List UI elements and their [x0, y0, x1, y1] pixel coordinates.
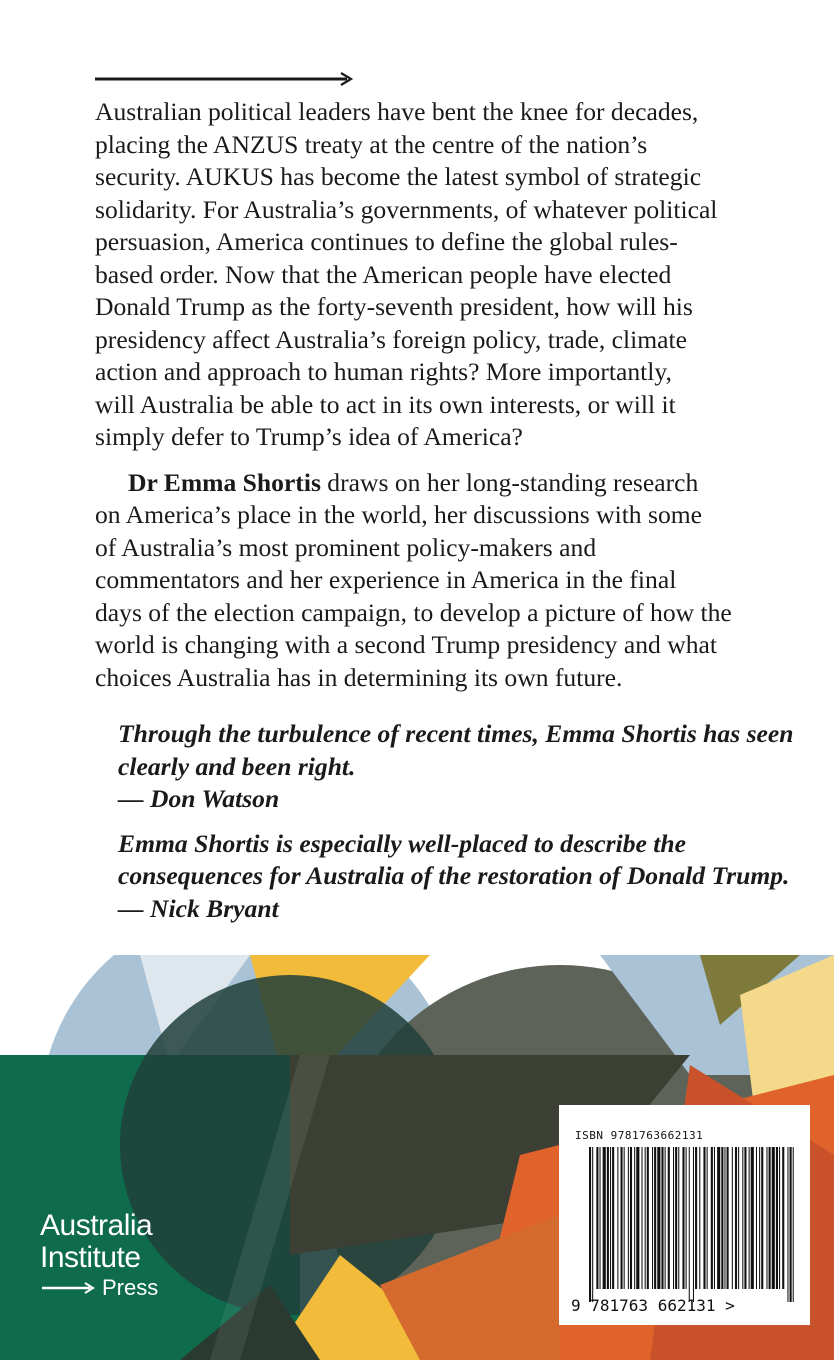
barcode-bar: [724, 1147, 725, 1289]
barcode: [559, 1105, 810, 1325]
barcode-bar: [759, 1147, 760, 1289]
arrow-right-icon: [95, 72, 357, 86]
barcode-bar: [634, 1147, 635, 1289]
blurb-paragraph-2: [95, 467, 745, 695]
barcode-bar: [787, 1147, 788, 1302]
barcode-bar: [600, 1147, 601, 1289]
logo-line: Institute: [40, 1241, 141, 1274]
quote-attribution: — Nick Bryant: [118, 893, 279, 923]
isbn-label: ISBN 9781763662131: [575, 1129, 704, 1142]
barcode-bar: [756, 1147, 757, 1289]
quote-line: clearly and been right.: [118, 751, 356, 781]
logo-press-label: Press: [102, 1275, 159, 1300]
text-line: days of the election campaign, to develop a picture of how the: [95, 597, 732, 627]
text-line: commentators and her experience in America in the final: [95, 565, 677, 594]
barcode-bar: [652, 1147, 653, 1289]
barcode-bar: [589, 1147, 591, 1302]
barcode-bar: [675, 1147, 677, 1289]
barcode-bar: [742, 1147, 743, 1289]
barcode-bar: [727, 1147, 729, 1289]
text-line: Australian political leaders have bent the knee for decades,: [95, 97, 699, 126]
barcode-bar: [678, 1147, 679, 1289]
barcode-bars: [589, 1147, 794, 1307]
barcode-bar: [596, 1147, 598, 1289]
barcode-bar: [744, 1147, 746, 1289]
logo-line: Australia: [40, 1209, 153, 1242]
quote-attribution: — Don Watson: [118, 784, 280, 813]
barcode-bar: [782, 1147, 784, 1289]
endorsement-quote: [118, 828, 790, 926]
barcode-bar: [645, 1147, 646, 1289]
logo-line-press: [40, 1274, 170, 1302]
barcode-bar: [647, 1147, 649, 1289]
text-line: draws on her long-standing research: [320, 467, 699, 497]
quote-line: consequences for Australia of the restoration of Donald Trump.: [118, 861, 790, 890]
barcode-bar: [673, 1147, 674, 1289]
text-line: of Australia’s most prominent policy-makers and: [95, 532, 597, 562]
text-line: action and approach to human rights? More importantly,: [95, 357, 672, 386]
barcode-bar: [642, 1147, 643, 1289]
quote-line: Through the turbulence of recent times, Emma Shortis has seen: [118, 719, 794, 748]
publisher-logo: [40, 1210, 170, 1302]
barcode-bar: [668, 1147, 670, 1289]
barcode-digits: 9 781763 662131 >: [571, 1296, 735, 1315]
barcode-bar: [617, 1147, 618, 1289]
barcode-bar: [749, 1147, 750, 1289]
barcode-bar: [721, 1147, 723, 1289]
barcode-bar: [751, 1147, 754, 1289]
barcode-bar: [776, 1147, 778, 1289]
barcode-bar: [621, 1147, 623, 1289]
barcode-bar: [772, 1147, 775, 1289]
barcode-bar: [636, 1147, 639, 1289]
barcode-bar: [657, 1147, 660, 1289]
text-line: simply defer to Trump’s idea of America?: [95, 422, 523, 451]
barcode-bar: [603, 1147, 606, 1289]
text-line: based order. Now that the American people have elected: [95, 259, 672, 289]
barcode-bar: [735, 1147, 737, 1289]
text-line: on America’s place in the world, her discussions with some: [95, 500, 703, 529]
barcode-bar: [714, 1147, 715, 1289]
barcode-bar: [707, 1147, 708, 1289]
author-name: Dr Emma Shortis: [128, 467, 321, 497]
barcode-bar: [793, 1147, 794, 1302]
barcode-bar: [661, 1147, 663, 1289]
barcode-bar: [610, 1147, 611, 1289]
text-line: will Australia be able to act in its own interests, or will it: [95, 389, 676, 419]
barcode-bar: [732, 1147, 733, 1289]
barcode-bar: [738, 1147, 739, 1289]
barcode-bar: [761, 1147, 763, 1289]
barcode-bar: [689, 1147, 690, 1302]
barcode-bar: [682, 1147, 684, 1289]
barcode-bar: [695, 1147, 697, 1289]
barcode-bar: [699, 1147, 700, 1289]
barcode-bar: [717, 1147, 720, 1289]
text-line: world is changing with a second Trump presidency and what: [95, 630, 717, 659]
endorsement-quote: [118, 718, 794, 816]
text-line: solidarity. For Australia’s governments, of whatever political: [95, 194, 718, 224]
quote-line: Emma Shortis is especially well-placed to describe the: [118, 828, 686, 858]
text-line: presidency affect Australia’s foreign policy, trade, climate: [95, 324, 687, 354]
barcode-bar: [665, 1147, 666, 1289]
text-line: choices Australia has in determining its own future.: [95, 662, 623, 692]
blurb: [95, 96, 745, 694]
barcode-bar: [628, 1147, 629, 1289]
barcode-bar: [630, 1147, 632, 1289]
barcode-bar: [693, 1147, 694, 1302]
blurb-paragraph-1: [95, 96, 745, 454]
barcode-bar: [624, 1147, 625, 1289]
logo-arrow-icon: [40, 1282, 98, 1294]
barcode-bar: [607, 1147, 609, 1289]
barcode-bar: [766, 1147, 767, 1289]
text-line: Donald Trump as the forty-seventh president, how will his: [95, 292, 693, 321]
text-line: persuasion, America continues to define the global rules-: [95, 227, 678, 256]
barcode-bar: [703, 1147, 705, 1289]
barcode-bar: [779, 1147, 780, 1289]
barcode-bar: [654, 1147, 656, 1289]
barcode-bar: [790, 1147, 792, 1302]
text-line: security. AUKUS has become the latest symbol of strategic: [95, 162, 702, 191]
barcode-bar: [592, 1147, 593, 1302]
text-line: placing the ANZUS treaty at the centre of the nation’s: [95, 129, 648, 159]
barcode-bar: [686, 1147, 687, 1289]
barcode-bar: [711, 1147, 713, 1289]
barcode-bar: [769, 1147, 771, 1289]
barcode-bar: [612, 1147, 614, 1289]
endorsements: [118, 718, 794, 937]
